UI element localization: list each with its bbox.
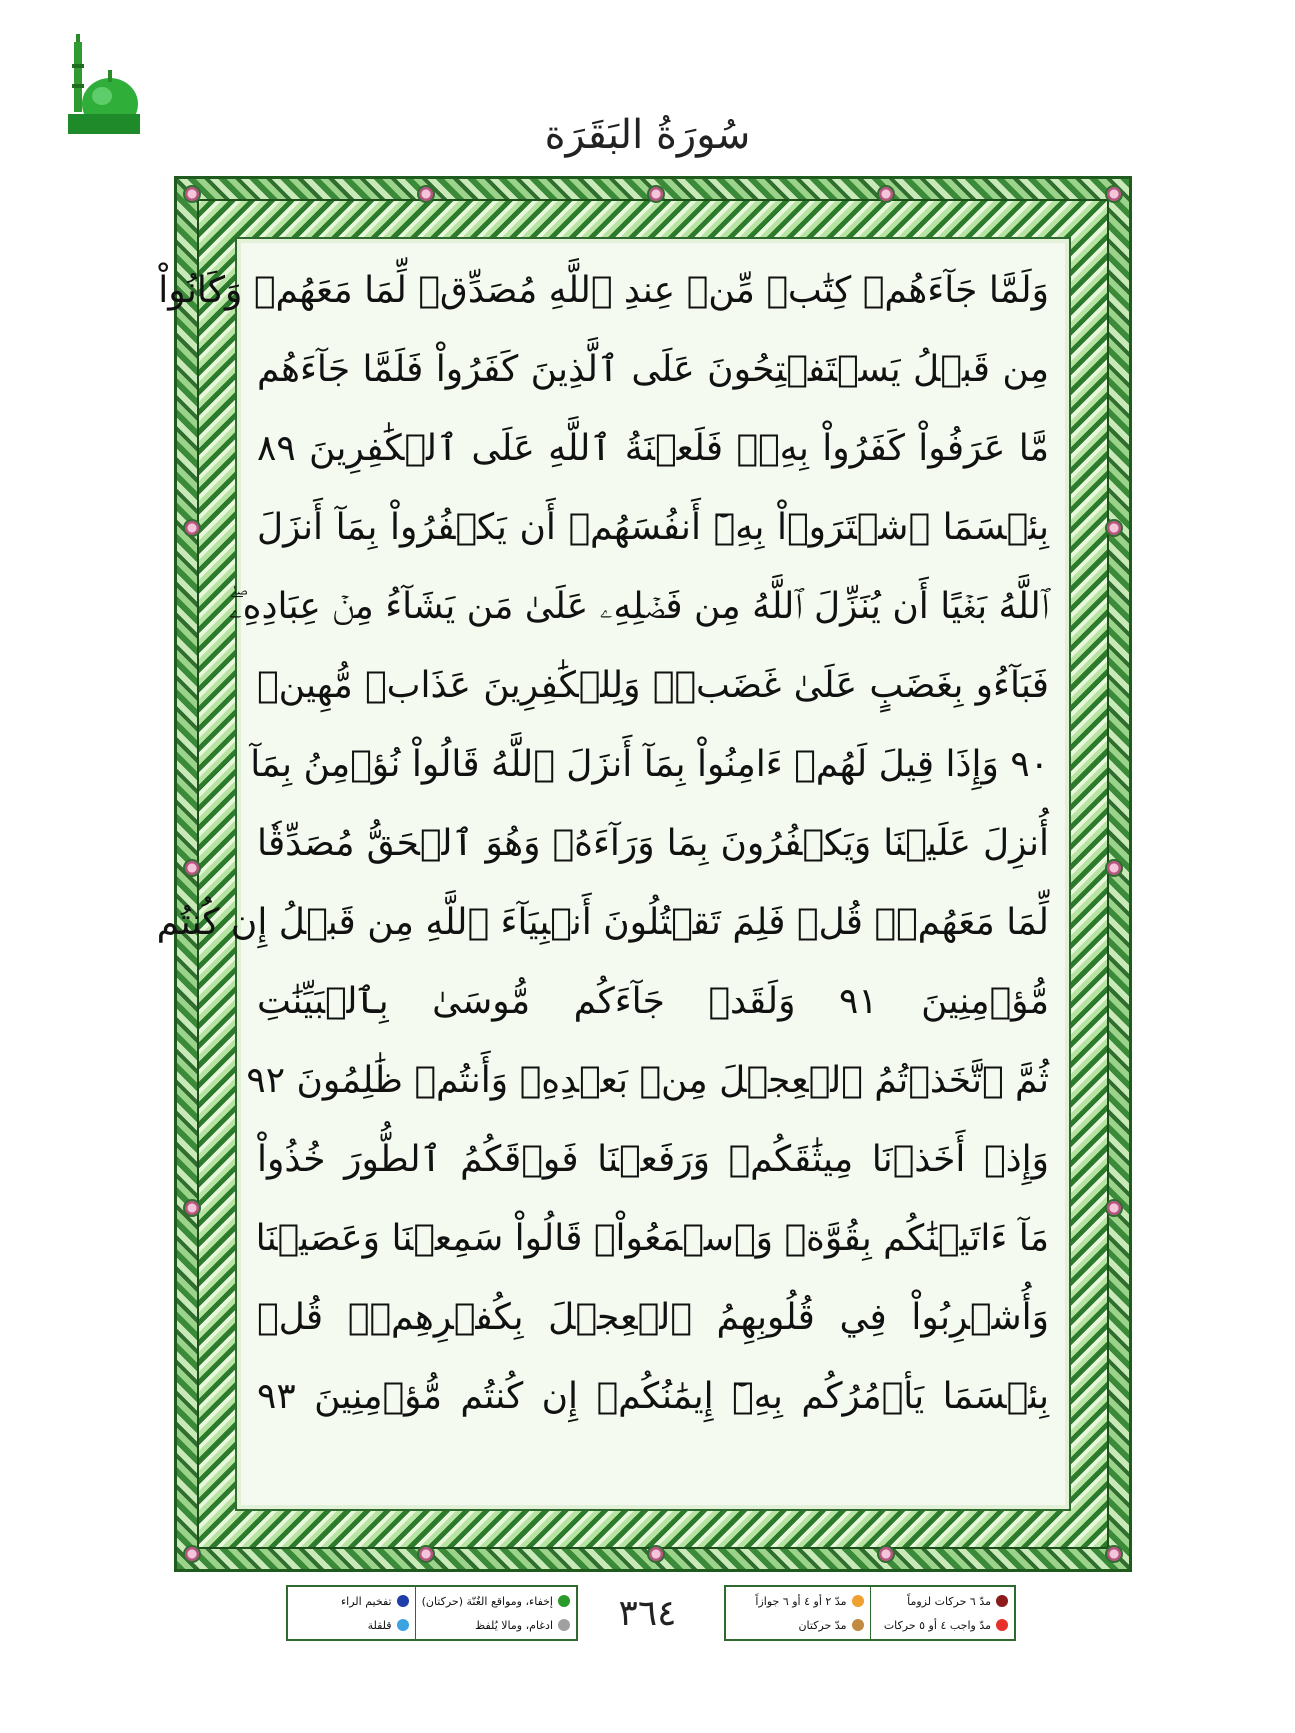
verse-line: مَّا عَرَفُواْ كَفَرُواْ بِهِۦۚ فَلَعۡنَةُ ٱللَّهِ عَلَى ٱلۡكَٰفِرِينَ ٨٩ [257, 428, 1049, 469]
blue-dot-icon [397, 1595, 409, 1607]
rosette-ornament [417, 1545, 435, 1563]
rosette-ornament [183, 519, 201, 537]
verse-text-panel [156, 237, 1071, 1511]
legend-item [422, 1595, 570, 1608]
green-dot-icon [558, 1595, 570, 1607]
gray-dot-icon [558, 1619, 570, 1631]
rosette-ornament [877, 1545, 895, 1563]
legend-label: إخفاء، ومواقع الغُنّة (حركتان) [421, 1594, 553, 1608]
legend-label: قلقلة [367, 1618, 392, 1632]
verse-line: مَآ ءَاتَيۡنَٰكُم بِقُوَّةٖ وَٱسۡمَعُواْۖ قَالُواْ سَمِعۡنَا وَعَصَيۡنَا [255, 1218, 1049, 1259]
verse-line: بِئۡسَمَا ٱشۡتَرَوۡاْ بِهِۦٓ أَنفُسَهُمۡ أَن يَكۡفُرُواْ بِمَآ أَنزَلَ [257, 507, 1049, 548]
legend-item [422, 1619, 570, 1632]
rosette-ornament [417, 185, 435, 203]
verse-line: ثُمَّ ٱتَّخَذۡتُمُ ٱلۡعِجۡلَ مِنۢ بَعۡدِهِۦ وَأَنتُمۡ ظَٰلِمُونَ ٩٢ [246, 1060, 1049, 1101]
legend-item [294, 1619, 409, 1632]
rosette-ornament [183, 859, 201, 877]
page-footer [0, 1585, 1295, 1665]
verse-lines [156, 251, 1049, 1497]
ornamental-frame [156, 176, 1132, 1572]
verse-line: أُنزِلَ عَلَيۡنَا وَيَكۡفُرُونَ بِمَا وَرَآءَهُۥ وَهُوَ ٱلۡحَقُّ مُصَدِّقٗا [257, 823, 1049, 864]
legend-column [415, 1587, 576, 1639]
rosette-ornament [877, 185, 895, 203]
verse-line: فَبَآءُو بِغَضَبٍ عَلَىٰ غَضَبٖۚ وَلِلۡكَٰفِرِينَ عَذَابٞ مُّهِينٞ [257, 665, 1049, 706]
legend-column [288, 1587, 415, 1639]
rosette-ornament [1105, 519, 1123, 537]
legend-item [294, 1595, 409, 1608]
legend-label: تفخيم الراء [341, 1594, 392, 1608]
rosette-ornament [647, 185, 665, 203]
verse-line: بِئۡسَمَا يَأۡمُرُكُم بِهِۦٓ إِيمَٰنُكُمۡ إِن كُنتُم مُّؤۡمِنِينَ ٩٣ [257, 1376, 1049, 1417]
legend-label: مدّ ٦ حركات لزوماً [907, 1594, 991, 1608]
legend-label: مدّ واجب ٤ أو ٥ حركات [883, 1618, 991, 1632]
rosette-ornament [647, 1545, 665, 1563]
rosette-ornament [1105, 1199, 1123, 1217]
page-number: ٣٦٤ [618, 1593, 677, 1634]
verse-line: مِن قَبۡلُ يَسۡتَفۡتِحُونَ عَلَى ٱلَّذِينَ كَفَرُواْ فَلَمَّا جَآءَهُم [257, 349, 1049, 390]
rosette-ornament [1105, 185, 1123, 203]
rosette-ornament [183, 1199, 201, 1217]
rosette-ornament [183, 1545, 201, 1563]
legend-label: مدّ حركتان [798, 1618, 847, 1632]
verse-line: ٩٠ وَإِذَا قِيلَ لَهُمۡ ءَامِنُواْ بِمَآ أَنزَلَ ٱللَّهُ قَالُواْ نُؤۡمِنُ بِمَآ [250, 744, 1049, 785]
legend-label: ادغام، ومالا يُلفظ [475, 1618, 553, 1632]
light-blue-dot-icon [397, 1619, 409, 1631]
rosette-ornament [183, 185, 201, 203]
tajweed-legend-left [286, 1585, 578, 1641]
verse-line: وَإِذۡ أَخَذۡنَا مِيثَٰقَكُمۡ وَرَفَعۡنَا فَوۡقَكُمُ ٱلطُّورَ خُذُواْ [257, 1139, 1049, 1180]
verse-line: وَلَمَّا جَآءَهُمۡ كِتَٰبٞ مِّنۡ عِندِ ٱللَّهِ مُصَدِّقٞ لِّمَا مَعَهُمۡ وَكَانُواْ [158, 270, 1049, 311]
surah-title: سُورَةُ البَقَرَة [544, 112, 751, 158]
verse-line: لِّمَا مَعَهُمۡۗ قُلۡ فَلِمَ تَقۡتُلُونَ أَنۢبِيَآءَ ٱللَّهِ مِن قَبۡلُ إِن كُنتُم [156, 902, 1049, 943]
verse-line: ٱللَّهُ بَغۡيًا أَن يُنَزِّلَ ٱللَّهُ مِن فَضۡلِهِۦ عَلَىٰ مَن يَشَآءُ مِنۡ عِبَادِهِۦۖ [228, 586, 1049, 627]
rosette-ornament [1105, 859, 1123, 877]
legend-label: مدّ ٢ أو ٤ أو ٦ جوازاً [755, 1594, 847, 1608]
verse-line: مُّؤۡمِنِينَ ٩١ وَلَقَدۡ جَآءَكُم مُّوسَىٰ بِٱلۡبَيِّنَٰتِ [257, 981, 1049, 1022]
verse-line: وَأُشۡرِبُواْ فِي قُلُوبِهِمُ ٱلۡعِجۡلَ بِكُفۡرِهِمۡۚ قُلۡ [257, 1297, 1049, 1338]
rosette-ornament [1105, 1545, 1123, 1563]
